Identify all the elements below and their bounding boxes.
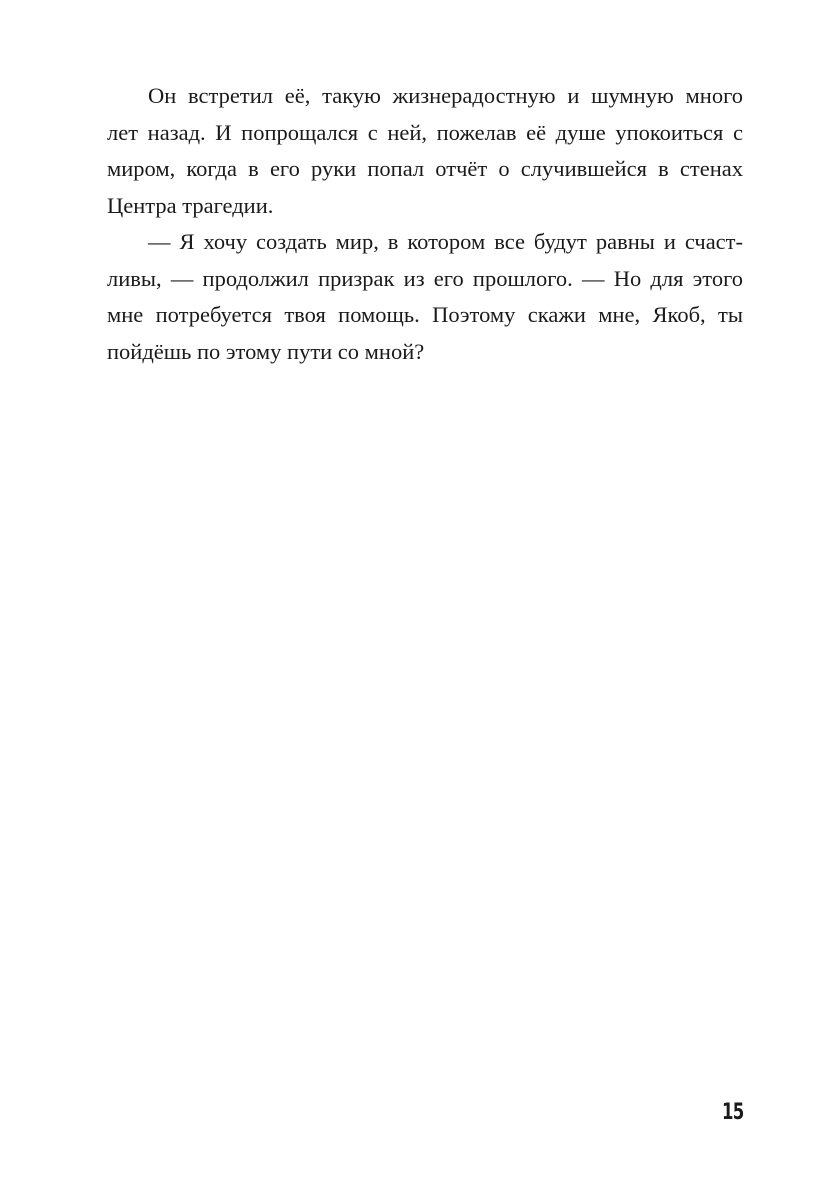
text-line: лет назад. И попрощался с ней, пожелав её душе упокоиться с <box>107 119 743 145</box>
paragraph-2 <box>107 224 743 370</box>
text-line: ливы, — продолжил призрак из его прошлого. — Но для этого <box>107 265 743 291</box>
text-line: миром, когда в его руки попал отчёт о случившейся в стенах <box>107 156 743 181</box>
body-text <box>107 78 743 370</box>
text-line: Он встретил её, такую жизнерадостную и шумную много <box>148 83 743 108</box>
text-line: — Я хочу создать мир, в котором все будут равны и счаст- <box>148 229 743 254</box>
text-line: мне потребуется твоя помощь. Поэтому скажи мне, Якоб, ты <box>107 302 743 327</box>
text-line: пойдёшь по этому пути со мной? <box>107 338 425 364</box>
page-number: 15 <box>722 1100 744 1125</box>
text-line: Центра трагедии. <box>107 192 274 218</box>
paragraph-1 <box>107 78 743 224</box>
